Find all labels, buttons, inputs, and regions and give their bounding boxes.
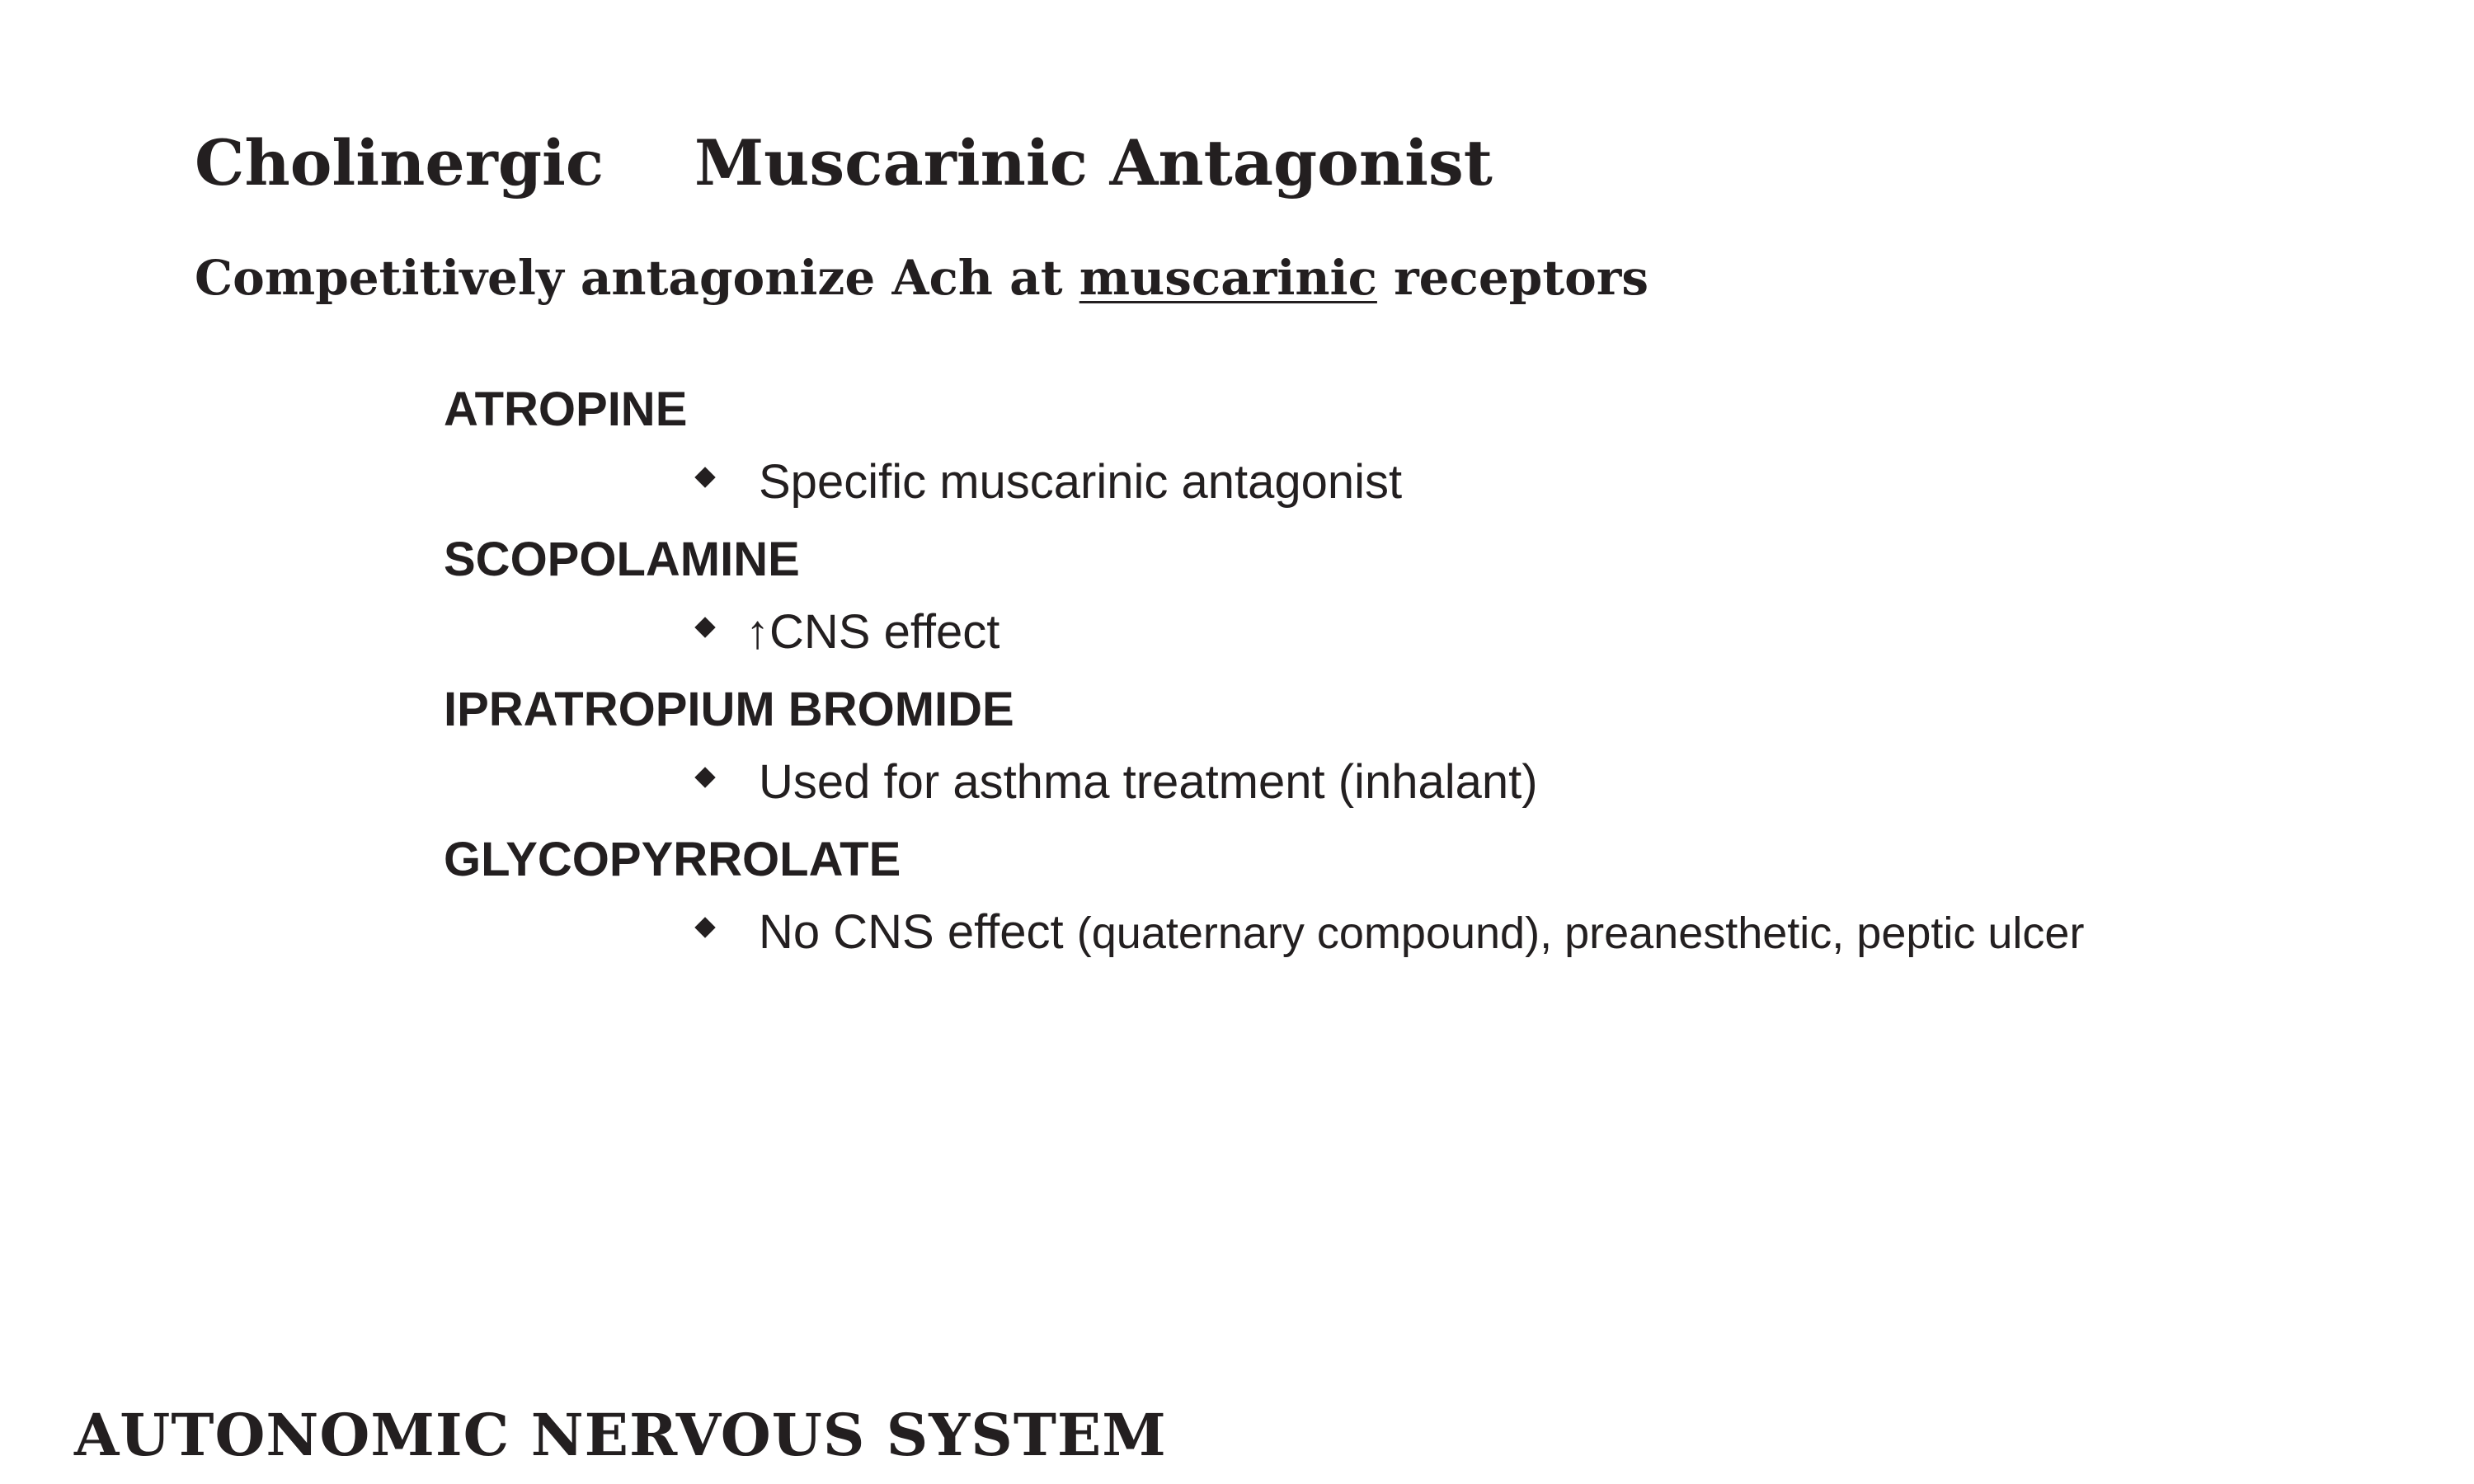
drug-name: SCOPOLAMINE [444, 533, 800, 586]
page-header [195, 126, 1493, 200]
drug-name: IPRATROPIUM BROMIDE [444, 683, 1014, 736]
subtitle-text-after: receptors [1376, 250, 1649, 306]
page-title: Muscarinic Antagonist [694, 126, 1493, 200]
diamond-bullet-icon [694, 767, 715, 787]
drug-item-glycopyrrolate [444, 833, 2340, 986]
subtitle-underlined-word: muscarinic [1079, 250, 1377, 306]
drug-note [698, 755, 1538, 809]
subtitle-text-before: Competitively antagonize Ach at [195, 250, 1079, 306]
drug-note-detail: (quaternary compound), preanesthetic, peptic ulcer [1076, 909, 2085, 958]
drug-note [698, 455, 1403, 509]
drug-note-text: Used for asthma treatment (inhalant) [759, 755, 1538, 809]
drug-note-text: No CNS effect [759, 905, 1077, 959]
diamond-bullet-icon [694, 917, 715, 937]
drug-name: GLYCOPYRROLATE [444, 833, 901, 886]
diamond-bullet-icon [694, 467, 715, 487]
header-category: Cholinergic [195, 126, 604, 200]
section-footer: AUTONOMIC NERVOUS SYSTEM [74, 1401, 1167, 1469]
mechanism-subtitle [195, 250, 1649, 306]
drug-note-text: ↑CNS effect [745, 605, 1000, 659]
drug-item-ipratropium-bromide [444, 683, 2340, 836]
drug-name: ATROPINE [444, 383, 688, 436]
drug-item-atropine [444, 383, 2340, 536]
drug-note-text: Specific muscarinic antagonist [759, 455, 1403, 509]
drug-list [444, 383, 2340, 986]
drug-note [698, 605, 1000, 659]
drug-item-scopolamine [444, 533, 2340, 686]
drug-note [698, 905, 2085, 959]
diamond-bullet-icon [694, 617, 715, 637]
